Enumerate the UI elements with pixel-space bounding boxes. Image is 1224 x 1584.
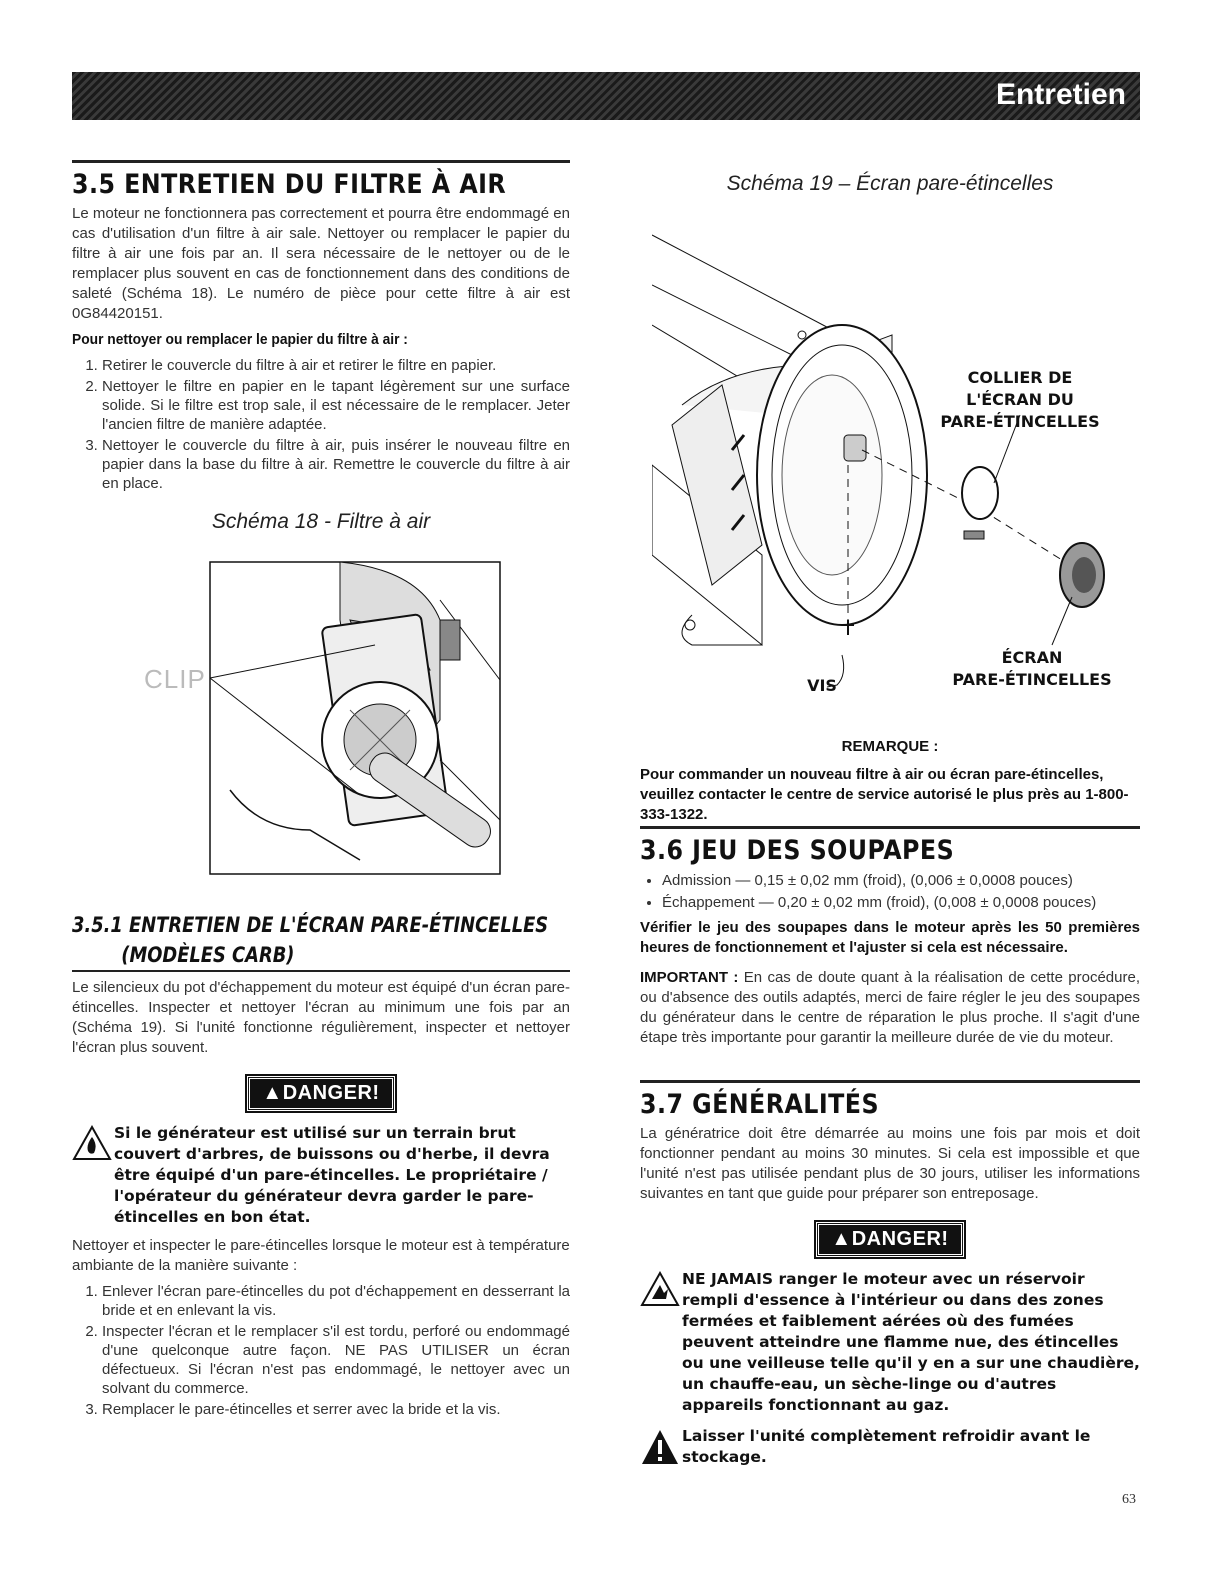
list-item: 1. Retirer le couvercle du filtre à air et retirer le filtre en papier. bbox=[102, 356, 570, 375]
warning-block bbox=[640, 1426, 1140, 1468]
section-3-7-title: 3.7 GÉNÉRALITÉS bbox=[640, 1089, 880, 1120]
warning-text: NE JAMAIS ranger le moteur avec un réservoir rempli d'essence à l'intérieur ou dans des zones fermées et faiblement aérées où des fumées peuvent atteindre une flamme nue, des étincelles ou une veilleuse telle qu'il y en a sur une chaudière, un chauffe-eau, un sèche-linge ou d'autres appareils fonctionnant au gaz. bbox=[682, 1270, 1140, 1414]
warning-triangle-icon: ▲ bbox=[262, 1082, 283, 1104]
section-3-6-title: 3.6 JEU DES SOUPAPES bbox=[640, 835, 955, 866]
section-3-6-bold-text: Vérifier le jeu des soupapes dans le moteur après les 50 premières heures de fonctionnement et l'ajuster si cela est nécessaire. bbox=[640, 919, 1140, 956]
list-item: 3. Remplacer le pare-étincelles et serrer avec la bride et la vis. bbox=[102, 1400, 570, 1419]
warning-block bbox=[72, 1123, 570, 1228]
spark-arrestor-drawing bbox=[652, 225, 1132, 705]
warning-block bbox=[640, 1269, 1140, 1416]
danger-badge-wrap bbox=[640, 1222, 1140, 1257]
danger-badge: ▲DANGER! bbox=[247, 1076, 394, 1111]
figure-19-spark-arrestor bbox=[652, 225, 1132, 705]
section-3-5-subhead: Pour nettoyer ou remplacer le papier du filtre à air : bbox=[72, 331, 408, 348]
list-item: 1. Enlever l'écran pare-étincelles du pot d'échappement en desserrant la bride et en enlevant la vis. bbox=[102, 1282, 570, 1320]
vis-label: VIS bbox=[807, 676, 837, 695]
section-3-6-bullets bbox=[640, 870, 1140, 914]
section-3-7 bbox=[640, 1080, 1140, 1468]
section-rule bbox=[640, 1080, 1140, 1083]
page-title: Entretien bbox=[995, 78, 1126, 111]
section-3-5-1-title: 3.5.1 ENTRETIEN DE L'ÉCRAN PARE-ÉTINCELLES bbox=[72, 913, 549, 937]
list-item: • Échappement — 0,20 ± 0,02 mm (froid), (0,008 ± 0,0008 pouces) bbox=[662, 892, 1140, 914]
warning-text: Laisser l'unité complètement refroidir avant le stockage. bbox=[682, 1427, 1091, 1466]
fire-warning-icon bbox=[72, 1125, 112, 1161]
important-label: IMPORTANT : bbox=[640, 969, 739, 986]
figure-18-air-filter bbox=[110, 560, 505, 878]
important-text: En cas de doute quant à la réalisation de cette procédure, ou d'absence des outils adaptés, merci de faire régler le jeu des soupapes du générateur dans le centre de réparation le plus proche. Il s'agit d'une étape très importante pour garantir la meilleure durée de vie du moteur. bbox=[640, 969, 1140, 1046]
list-item: 2. Inspecter l'écran et le remplacer s'il est tordu, perforé ou endommagé d'une quelconque autre façon. NE PAS UTILISER un écran défectueux. Si l'écran n'est pas endommagé, le nettoyer avec un solvant du commerce. bbox=[102, 1322, 570, 1398]
section-3-5-1-subtitle: (MODÈLES CARB) bbox=[121, 943, 295, 967]
warning-text: Si le générateur est utilisé sur un terrain brut couvert d'arbres, de buissons ou d'herbe, il devra être équipé d'un pare-étincelles. Le propriétaire / l'opérateur du générateur devra garder le pare-étincelles en bon état. bbox=[114, 1124, 550, 1226]
clip-label: CLIP bbox=[144, 664, 206, 694]
section-3-5-steps bbox=[72, 356, 570, 493]
section-3-5-title: 3.5 ENTRETIEN DU FILTRE À AIR bbox=[72, 169, 507, 200]
header-banner bbox=[72, 72, 1140, 120]
section-3-5-1 bbox=[72, 910, 570, 1421]
section-rule bbox=[640, 826, 1140, 829]
collar-label: COLLIER DE L'ÉCRAN DU PARE-ÉTINCELLES bbox=[940, 368, 1100, 431]
remarque-title: REMARQUE : bbox=[841, 738, 939, 755]
screen-label: ÉCRAN PARE-ÉTINCELLES bbox=[952, 648, 1112, 689]
left-column bbox=[72, 160, 570, 495]
explosion-warning-icon bbox=[640, 1271, 680, 1307]
hot-surface-warning-icon bbox=[640, 1428, 680, 1468]
section-3-6 bbox=[640, 826, 1140, 1048]
section-rule bbox=[72, 970, 570, 972]
list-item: • Admission — 0,15 ± 0,02 mm (froid), (0,006 ± 0,0008 pouces) bbox=[662, 870, 1140, 892]
remarque-text: Pour commander un nouveau filtre à air ou écran pare-étincelles, veuillez contacter le centre de service autorisé le plus près au 1-800-333-1322. bbox=[640, 766, 1129, 823]
section-3-5-1-after: Nettoyer et inspecter le pare-étincelles lorsque le moteur est à température ambiante de la manière suivante : bbox=[72, 1237, 570, 1274]
air-filter-drawing bbox=[110, 560, 505, 878]
warning-triangle-icon: ▲ bbox=[831, 1228, 852, 1250]
danger-badge-wrap bbox=[72, 1076, 570, 1111]
section-3-5-1-intro: Le silencieux du pot d'échappement du moteur est équipé d'un écran pare-étincelles. Inspecter et nettoyer l'écran au minimum une fois par an (Schéma 19). Si l'unité fonctionne régulièrement, inspecter et nettoyer l'écran plus souvent. bbox=[72, 979, 570, 1056]
remarque-block bbox=[640, 738, 1140, 825]
section-3-5-1-steps bbox=[72, 1282, 570, 1419]
section-3-7-intro: La génératrice doit être démarrée au moins une fois par mois et doit fonctionner pendant au moins 30 minutes. Si cela est impossible et que l'unité n'est pas utilisée pendant plus de 30 jours, utiliser les informations suivantes en tant que guide pour préparer son entreposage. bbox=[640, 1125, 1140, 1202]
figure-19-caption: Schéma 19 – Écran pare-étincelles bbox=[726, 172, 1054, 195]
section-3-6-important bbox=[640, 968, 1140, 1048]
page-number: 63 bbox=[1122, 1492, 1136, 1507]
figure-18-caption: Schéma 18 - Filtre à air bbox=[211, 510, 431, 533]
danger-badge: ▲DANGER! bbox=[816, 1222, 963, 1257]
list-item: 3. Nettoyer le couvercle du filtre à air, puis insérer le nouveau filtre en papier dans la base du filtre à air. Remettre le couvercle du filtre à air en place. bbox=[102, 436, 570, 493]
section-rule bbox=[72, 160, 570, 163]
section-3-5-intro: Le moteur ne fonctionnera pas correctement et pourra être endommagé en cas d'utilisation d'un filtre à air sale. Nettoyer ou remplacer le papier du filtre à air une fois par an. Il sera nécessaire de le nettoyer ou de le remplacer plus souvent en cas de fonctionnement dans des conditions de saleté (Schéma 18). Le numéro de pièce pour cette filtre à air est 0G84420151. bbox=[72, 205, 570, 322]
list-item: 2. Nettoyer le filtre en papier en le tapant légèrement sur une surface solide. Si le filtre est trop sale, il est nécessaire de le remplacer. Jeter l'ancien filtre de manière adaptée. bbox=[102, 377, 570, 434]
